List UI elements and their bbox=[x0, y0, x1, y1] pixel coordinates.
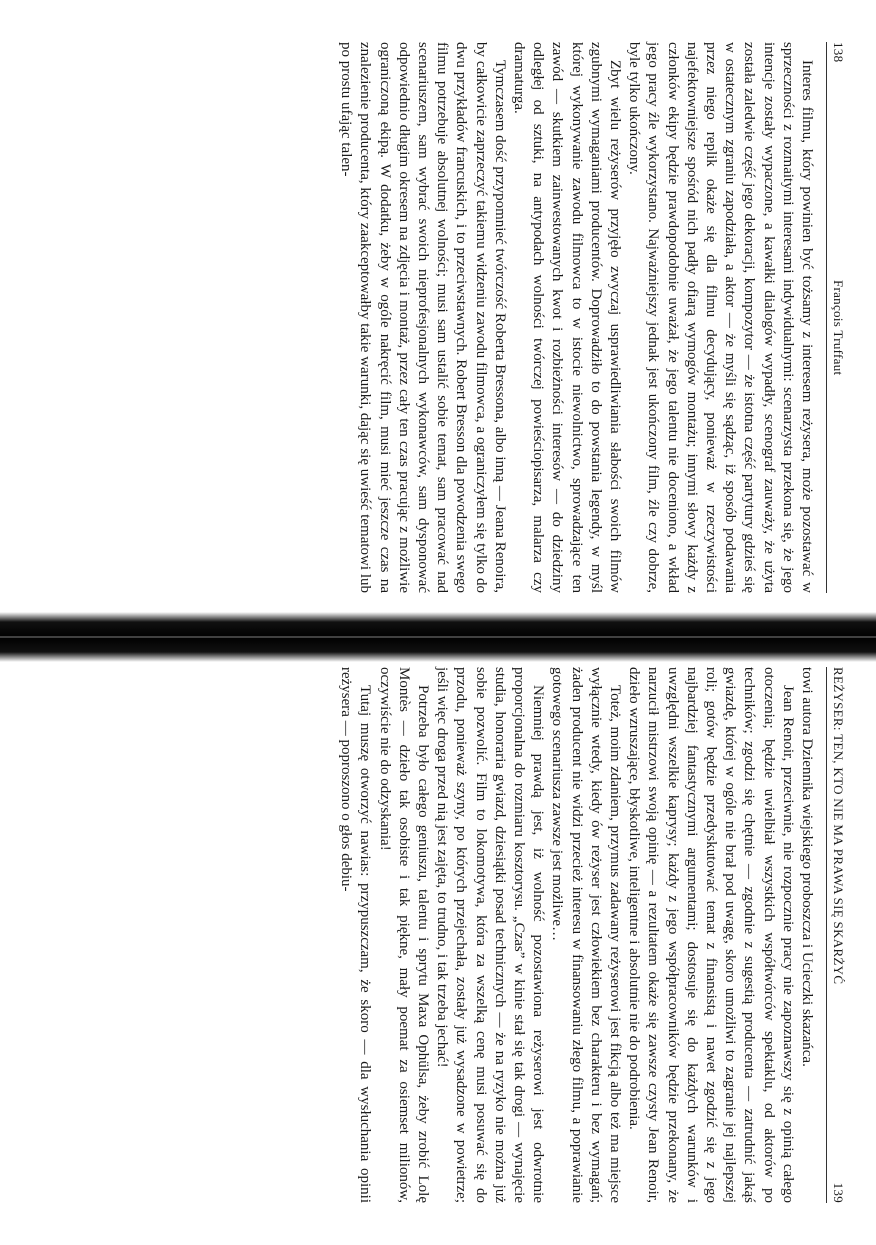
page-header bbox=[826, 667, 846, 1203]
paragraph: Potrzeba było całego geniuszu, talentu i sprytu Maxa Ophülsa, żeby zrobić Lolę Montès — dzieło tak osobiste i tak piękne, mały poemat za osiemset milionów, oczywiście nie do odzyskania! bbox=[376, 667, 431, 1203]
paragraph: Zbyt wielu reżyserów przyjęło zwyczaj usprawiedliwiania słabości swoich filmów zgubnymi wymaganiami producentów. Doprowadziło to do powstania legendy, w myśl której wykonywanie zawodu filmowca to w istocie niewolnictwo, sprowadzające ten zawód — skutkiem zainwestowanych kwot i rozbieżności interesów — do dziedziny odległej od sztuki, na antypodach wolności twórczej powieściopisarza, malarza czy dramaturga. bbox=[510, 42, 623, 593]
right-page bbox=[76, 655, 846, 1215]
paragraph: Toteż, moim zdaniem, przymus zadawany reżyserowi jest fikcją albo też ma miejsce wyłącznie wtedy, kiedy ów reżyser jest człowiekiem bez charakteru i bez wymagań; żaden producent nie widzi przecież interesu w finansowaniu złego filmu, a poprawianie gotowego scenariusza zawsze jest możliwe… bbox=[549, 667, 623, 1203]
paragraph: Jean Renoir, przeciwnie, nie rozpocznie pracy nie zapoznawszy się z opinią całego otoczenia; będzie uwielbiał wszystkich współtwórców spektaklu, od aktorów po techników; zgodzi się chętnie — zgodnie z sugestią producenta — zatrudnić jakąś gwiazdę, której w ogóle nie brał pod uwagę, skoro umożliwi to zagranie jej najlepszej roli; gotów będzie przedyskutować temat z finansistą i nawet zgodzić się z jego najbardziej fantastycznymi argumentami; dostosuje się do każdych warunków i uwzględni wszelkie kaprysy; każdy z jego współpracowników będzie przekonany, że narzucił mistrzowi swoją opinię — a rezultatem okaże się zawsze czysty Jean Renoir, dzieło wzruszające, błyskotliwe, inteligentne i absolutnie nie do podrobienia. bbox=[626, 667, 796, 1203]
gutter-highlight bbox=[0, 636, 876, 638]
page-number: 138 bbox=[831, 42, 846, 63]
paragraph: towi autora Dziennika wiejskiego proboszcza i Ucieczki skazańca. bbox=[799, 667, 815, 1067]
running-head: François Truffaut bbox=[831, 279, 846, 376]
paragraph: Niemniej prawdą jest, iż wolność pozostawiona reżyserowi jest odwrotnie proporcjonalna do rozmiaru kosztorysu. „Czas” w kinie stał się tak drogi — wynajęcie studia, honoraria gwiazd, dziesiątki posad technicznych — że na ryzyko nie można już sobie pozwolić. Film to lokomotywa, która za wszelką cenę musi posuwać się do przodu, ponieważ szyny, po których przejechała, zostały już wysadzone w powietrze; jeśli więc droga przed nią jest zajęta, to trudno, i tak trzeba jechać! bbox=[434, 667, 547, 1203]
paragraph: Tutaj muszę otworzyć nawias: przypuszczam, że skoro — dla wysłuchania opinii reżysera — poproszono o głos debiu- bbox=[338, 667, 374, 1203]
paragraph: Tymczasem dość przypomnieć twórczość Roberta Bressona, albo inną — Jeana Renoira, by całkowicie zaprzeczyć takiemu widzeniu zawodu filmowca, a ograniczyłem się tylko do dwu przykładów francuskich, i to przeciwstawnych. Robert Bresson dla powodzenia swego filmu potrzebuje absolutnej wolności; musi sam ustalić sobie temat, sam pracować nad scenariuszem, sam wybrać swoich nieprofesjonalnych wykonawców, sam dysponować odpowiednio długim okresem na zdjęcia i montaż, przez cały ten czas pracując z możliwie ograniczoną ekipą. W dodatku, żeby w ogóle nakręcić film, musi mieć jeszcze czas na znalezienie producenta, który zaakceptowałby takie warunki, dając się uwieść tematowi lub po prostu ufając talen- bbox=[338, 42, 508, 593]
paragraph: Interes filmu, który powinien być tożsamy z interesem reżysera, może pozostawać w sprzeczności z rozmaitymi interesami indywidualnymi: scenarzysta przekona się, że jego intencje zostały wypaczone, a kawałki dialogów wypadły, scenograf zauważy, że użyta została zaledwie część jego dekoracji, kompozytor — że istotna część partytury gdzieś się w ostatecznym zgraniu zapodziała, a aktor — że myśli się sądząc, iż sposób podawania przez niego replik okaże się dla filmu decydujący, ponieważ w rzeczywistości najefektowniejsze spośród nich padły ofiarą wymogów montażu; innymi słowy każdy z członków ekipy będzie prawdopodobnie uważał, że jego talentu nie doceniono, a wkład jego pracy źle wykorzystano. Najważniejszy jednak jest ukończony film, źle czy dobrze, byle tylko ukończony. bbox=[626, 42, 815, 593]
left-page bbox=[86, 30, 846, 605]
page-number: 139 bbox=[831, 1182, 846, 1203]
page-header bbox=[826, 42, 846, 593]
running-head: REŻYSER: TEN, KTO NIE MA PRAWA SIĘ SKARŻYĆ bbox=[831, 667, 846, 985]
